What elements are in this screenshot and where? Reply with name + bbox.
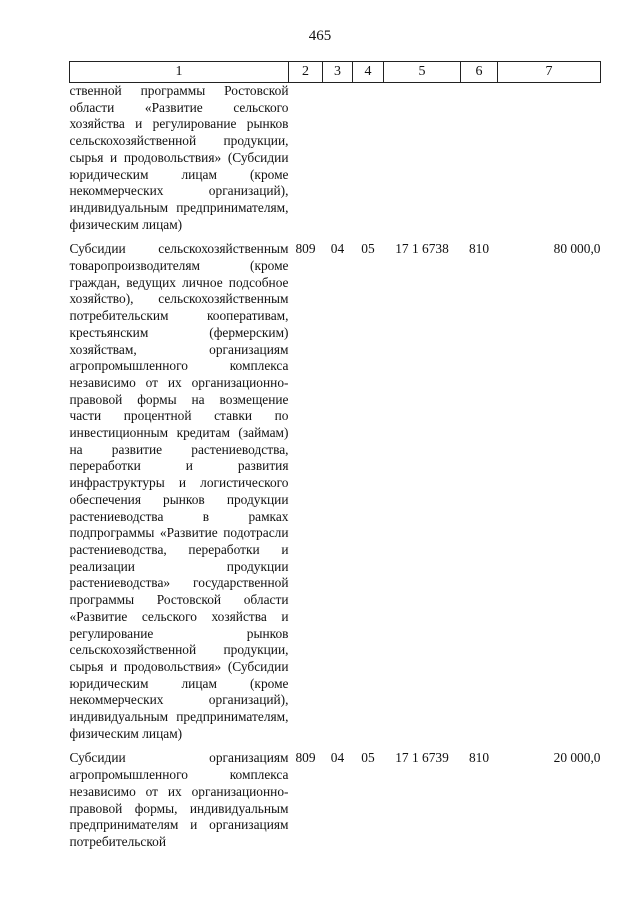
row-spacer — [70, 233, 601, 241]
col-header-ministry: 2 — [289, 62, 323, 83]
row-spacer — [70, 742, 601, 750]
row-expense-type: 810 — [468, 750, 490, 766]
row-amount: 20 000,0 — [553, 750, 601, 766]
row-target-article: 17 1 6738 — [395, 241, 449, 257]
table-row — [70, 750, 601, 850]
row-section-code: 04 — [330, 750, 345, 766]
col-header-amount: 7 — [498, 62, 601, 83]
col-header-subsection: 4 — [353, 62, 384, 83]
col-header-target-article: 5 — [384, 62, 461, 83]
col-header-section: 3 — [323, 62, 353, 83]
row-ministry-code: 809 — [295, 241, 316, 257]
col-header-description: 1 — [70, 62, 289, 83]
row-section-code — [323, 83, 353, 234]
row-ministry-code: 809 — [295, 750, 316, 766]
col-header-expense-type: 6 — [461, 62, 498, 83]
budget-table — [69, 61, 601, 851]
row-amount — [498, 83, 601, 234]
row-ministry-code — [289, 83, 323, 234]
row-subsection-code: 05 — [361, 750, 375, 766]
row-description: Субсидии организациям агропромышленного комплекса независимо от их организационно-правовой формы, индивидуальным предпринимателям и организациям потребительской — [69, 750, 289, 849]
row-expense-type: 810 — [468, 241, 490, 257]
column-header-row — [70, 62, 601, 83]
row-subsection-code — [353, 83, 384, 234]
row-expense-type — [461, 83, 498, 234]
row-description: Субсидии сельскохозяйственным товаропроизводителям (кроме граждан, ведущих личное подсобное хозяйство), сельскохозяйственным потребительским кооперативам, крестьянским (фермерским) хозяйствам, организациям агропромышленного комплекса независимо от их организационно-правовой формы на возмещение части процентной ставки по инвестиционным кредитам (займам) на развитие растениеводства, переработки и развития инфраструктуры и логистического обеспечения рынков продукции растениеводства в рамках подпрограммы «Развитие подотрасли растениеводства, переработки и реализации продукции растениеводства» государственной программы Ростовской области «Развитие сельского хозяйства и регулирование рынков сельскохозяйственной продукции, сырья и продовольствия» (Субсидии юридическим лицам (кроме некоммерческих организаций), индивидуальным предпринимателям, физическим лицам) — [69, 241, 289, 741]
row-subsection-code: 05 — [361, 241, 375, 257]
table-row — [70, 83, 601, 234]
row-description: ственной программы Ростовской области «Развитие сельского хозяйства и регулирование рынков сельскохозяйственной продукции, сырья и продовольствия» (Субсидии юридическим лицам (кроме некоммерческих организаций), индивидуальным предпринимателям, физическим лицам) — [69, 83, 289, 232]
row-target-article: 17 1 6739 — [395, 750, 449, 766]
row-target-article — [384, 83, 461, 234]
row-amount: 80 000,0 — [553, 241, 601, 257]
row-section-code: 04 — [330, 241, 345, 257]
table-row — [70, 241, 601, 742]
page-number: 465 — [308, 28, 332, 44]
